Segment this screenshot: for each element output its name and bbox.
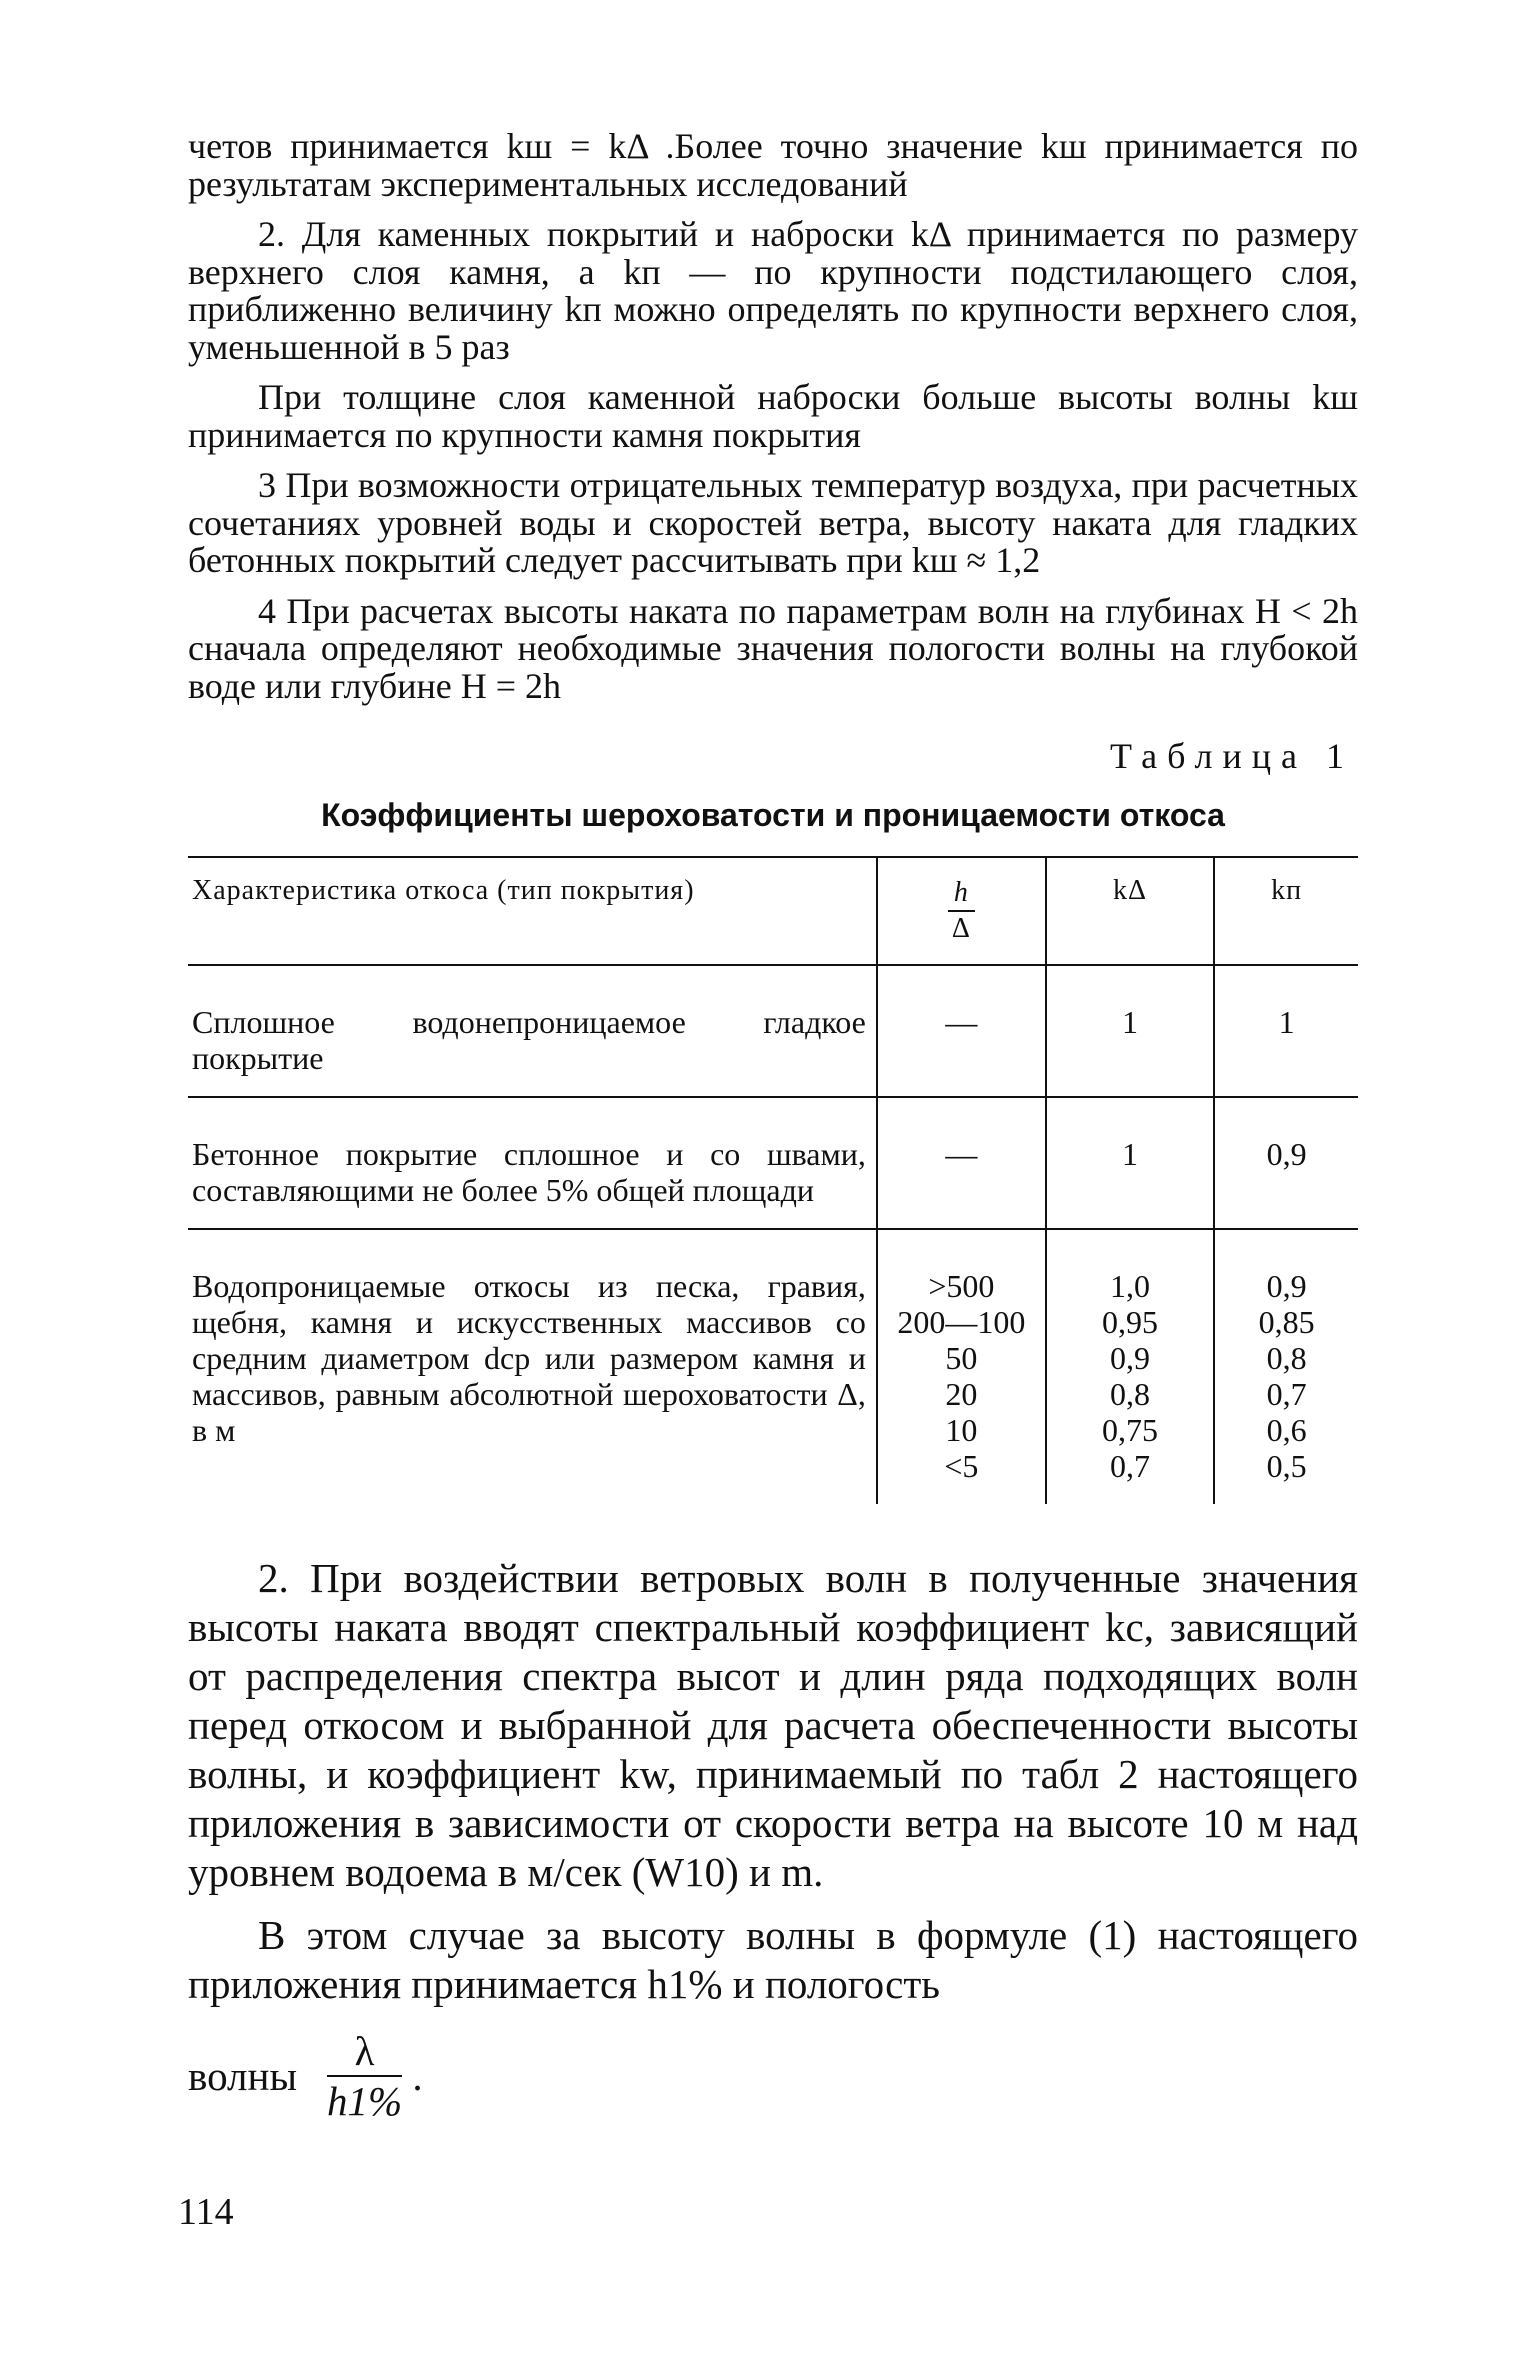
table-row-permeable (188, 1229, 1358, 1504)
row-k-delta: 1 (1046, 1097, 1214, 1229)
wave-steepness-formula (188, 2027, 1358, 2125)
header-k-p: kп (1214, 857, 1358, 965)
steepness-fraction (327, 2027, 402, 2125)
table-title: Коэффициенты шероховатости и проницаемости откоса (321, 797, 1225, 833)
permeable-k-delta: 0,95 (1101, 1304, 1158, 1340)
paragraph-3: При толщине слоя каменной наброски больше высоты волны kш принимается по крупности камня покрытия (188, 377, 1358, 455)
body-paragraph-1: 2. При воздействии ветровых волн в полученные значения высоты наката вводят спектральный коэффициент kс, зависящий от распределения спектра высот и длин ряда подходящих волн перед откосом и выбранной для расчета обеспеченности высоты волны, и коэффициент kw, принимаемый по табл 2 настоящего приложения в зависимости от скорости ветра на высоте 10 м над уровнем водоема в м/сек (W10) и m. (188, 1555, 1358, 1895)
permeable-k-delta-list (1046, 1229, 1214, 1504)
permeable-k-delta: 0,7 (1109, 1448, 1150, 1484)
row-ratio: — (877, 965, 1046, 1097)
permeable-k-delta: 0,9 (1109, 1340, 1150, 1376)
permeable-k-p: 0,7 (1266, 1376, 1307, 1412)
body-paragraph-2: В этом случае за высоту волны в формуле (1) настоящего приложения принимается h1% и пологость (188, 1912, 1358, 2007)
row-k-p: 1 (1214, 965, 1358, 1097)
paragraph-4: 3 При возможности отрицательных температур воздуха, при расчетных сочетаниях уровней воды и скоростей ветра, высоту наката для гладких бетонных покрытий следует рассчитывать при kш ≈ 1,2 (188, 465, 1358, 580)
permeable-k-delta: 0,8 (1109, 1376, 1150, 1412)
row-k-delta: 1 (1046, 965, 1214, 1097)
row-ratio: — (877, 1097, 1046, 1229)
permeable-ratio-list (877, 1229, 1046, 1504)
permeable-k-delta: 0,75 (1101, 1412, 1158, 1448)
permeable-ratio: <5 (944, 1448, 979, 1484)
steepness-numerator: λ (327, 2027, 402, 2077)
ratio-denominator: Δ (951, 913, 971, 944)
page-number: 114 (178, 2191, 234, 2233)
paragraph-5: 4 При расчетах высоты наката по параметрам волн на глубинах H < 2h сначала определяют необходимые значения пологости волны на глубокой воде или глубине H = 2h (188, 590, 1358, 706)
header-k-delta: kΔ (1046, 857, 1214, 965)
row-desc: Сплошное водонепроницаемое гладкое покрытие (192, 1004, 866, 1076)
permeable-k-p: 0,8 (1266, 1340, 1307, 1376)
formula-period: . (402, 2053, 423, 2099)
permeable-ratio: 20 (945, 1376, 978, 1412)
waves-word: волны (188, 2053, 297, 2099)
permeable-k-p: 0,9 (1266, 1268, 1307, 1304)
page (188, 128, 1358, 2125)
permeable-ratio: 10 (945, 1412, 978, 1448)
permeable-k-p: 0,5 (1266, 1448, 1307, 1484)
permeable-ratio: 50 (945, 1340, 978, 1376)
coefficient-table (188, 856, 1358, 1504)
row-k-p: 0,9 (1214, 1097, 1358, 1229)
paragraph-2: 2. Для каменных покрытий и наброски kΔ принимается по размеру верхнего слоя камня, а kп — по крупности подстилающего слоя, приближенно величину kп можно определять по крупности верхнего слоя, уменьшенной в 5 раз (188, 214, 1358, 367)
permeable-k-delta: 1,0 (1109, 1268, 1150, 1304)
table-caption: Таблица 1 (1110, 736, 1354, 776)
ratio-fraction (948, 876, 975, 946)
permeable-desc: Водопроницаемые откосы из песка, гравия, щебня, камня и искусственных массивов со средним диаметром dср или размером камня и массивов, равным абсолютной шероховатости Δ, в м (192, 1268, 866, 1448)
table-header-row (188, 857, 1358, 965)
table-row (188, 1097, 1358, 1229)
paragraph-1: четов принимается kш = kΔ .Более точно значение kш принимается по результатам экспериментальных исследований (188, 126, 1358, 204)
ratio-numerator: h (948, 876, 975, 912)
permeable-ratio: >500 (928, 1268, 995, 1304)
permeable-k-p: 0,85 (1258, 1304, 1315, 1340)
header-ratio (877, 857, 1046, 965)
permeable-ratio: 200—100 (897, 1304, 1026, 1340)
header-slope-type: Характеристика откоса (тип покрытия) (192, 875, 695, 906)
row-desc: Бетонное покрытие сплошное и со швами, составляющими не более 5% общей площади (192, 1136, 866, 1208)
table-row (188, 965, 1358, 1097)
permeable-k-p: 0,6 (1266, 1412, 1307, 1448)
permeable-k-p-list (1214, 1229, 1358, 1504)
steepness-denominator: h1% (327, 2078, 403, 2124)
